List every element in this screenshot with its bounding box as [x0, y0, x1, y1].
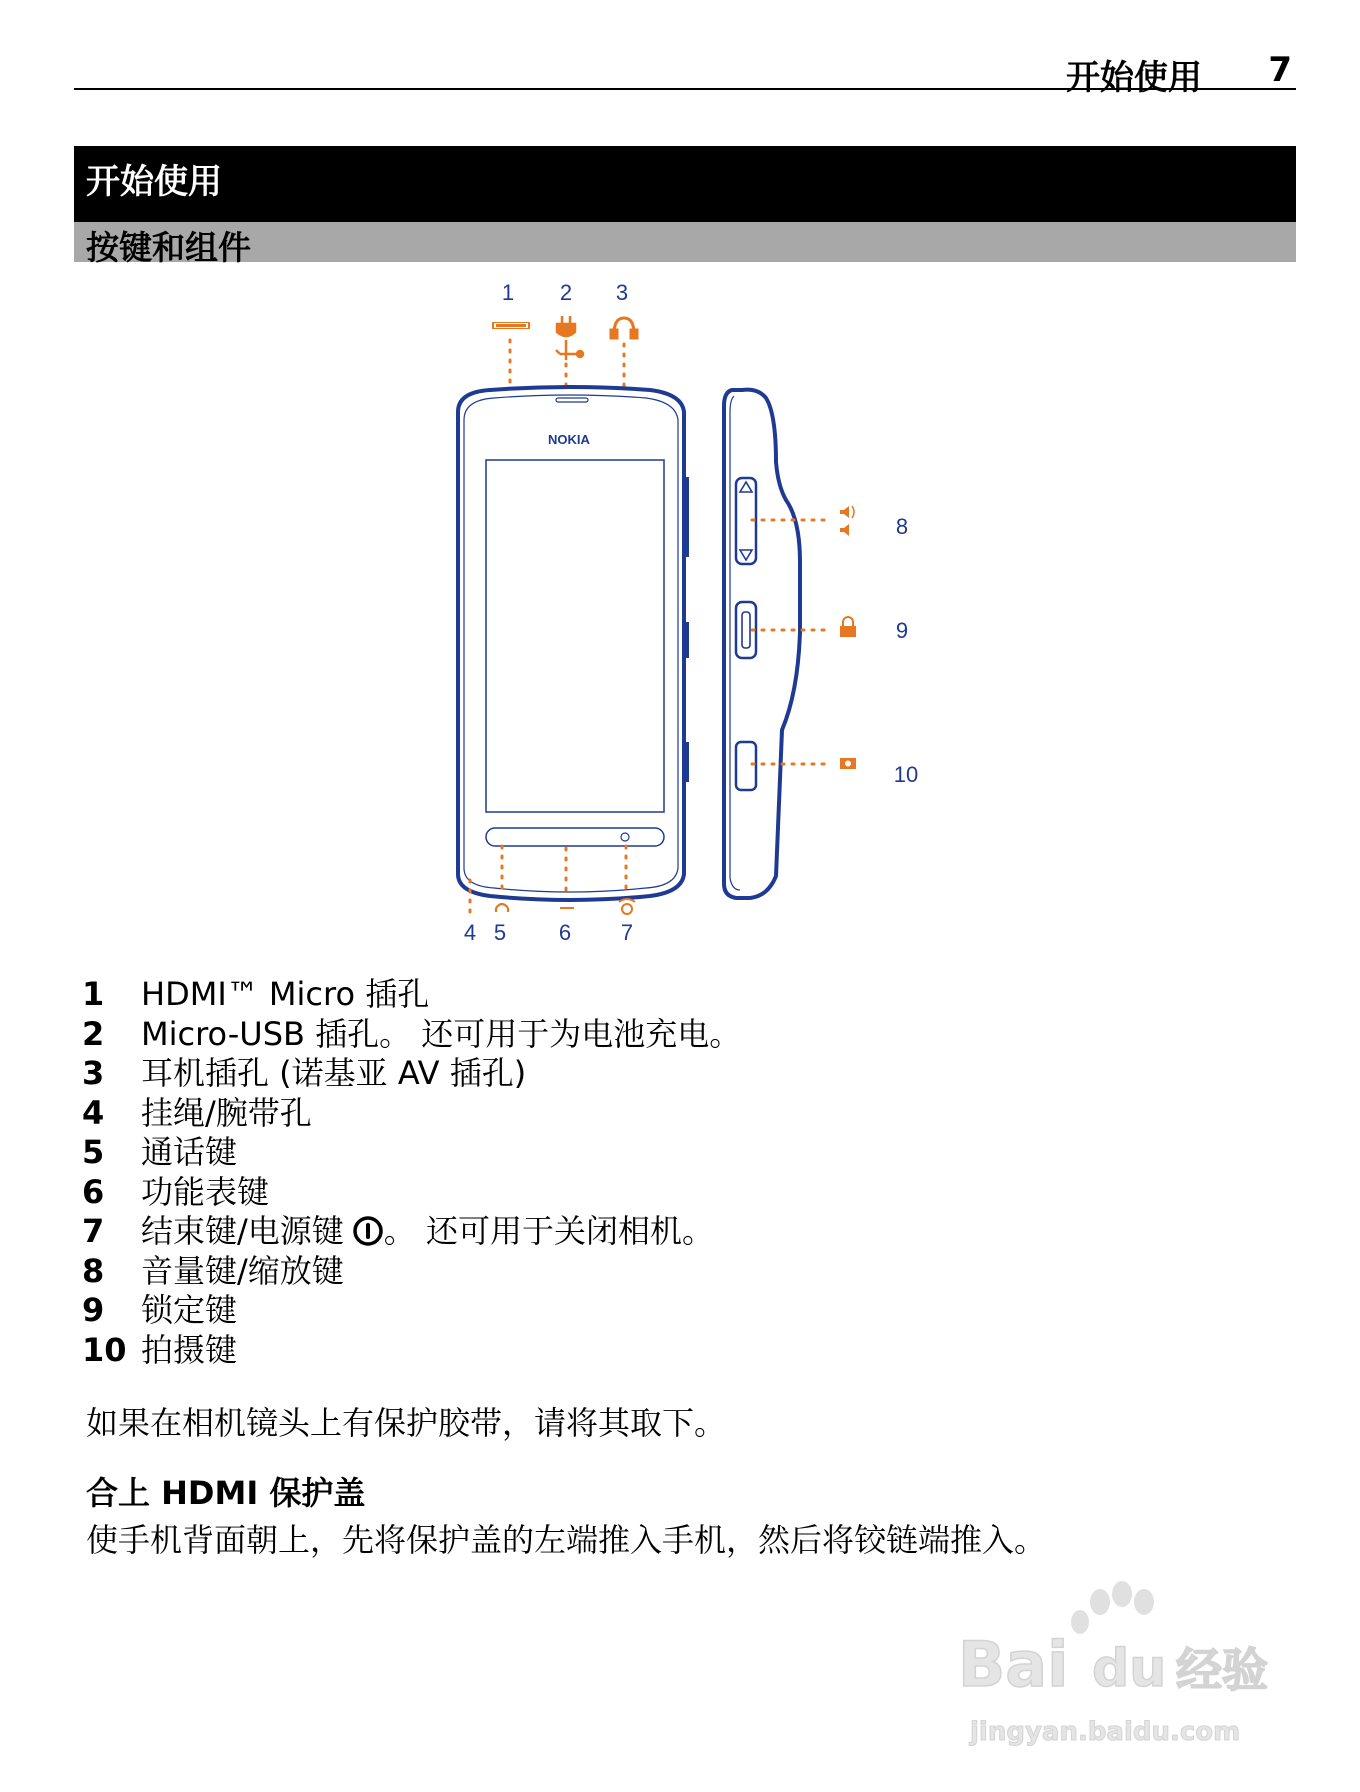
- callout-3: 3: [615, 280, 629, 305]
- callout-8: 8: [895, 514, 909, 539]
- legend-number: 9: [82, 1291, 105, 1329]
- hdmi-icon: [492, 322, 530, 329]
- legend-item: [82, 1331, 1182, 1371]
- legend-item: [82, 1173, 1182, 1213]
- hdmi-cover-heading: 合上 HDMI 保护盖: [86, 1474, 366, 1512]
- chapter-bar: [74, 146, 1296, 222]
- legend-item: [82, 1252, 1182, 1292]
- watermark-jingyan: 经验: [1176, 1643, 1268, 1697]
- volume-icon: [840, 506, 854, 536]
- legend-item: [82, 1094, 1182, 1134]
- phone-diagram: [420, 272, 960, 962]
- power-icon: [352, 1215, 384, 1247]
- legend-number: 2: [82, 1014, 105, 1053]
- legend-number: 3: [82, 1054, 105, 1092]
- legend-text: 拍摄键: [141, 1330, 238, 1369]
- legend-text: 通话键: [141, 1133, 238, 1171]
- legend-text: 结束键/电源键: [141, 1212, 344, 1250]
- legend-item: [82, 1291, 1182, 1331]
- legend-item: [82, 1133, 1182, 1173]
- watermark-bai: Bai: [958, 1628, 1069, 1701]
- legend-item: [82, 1212, 1182, 1252]
- legend-number: 6: [82, 1172, 105, 1211]
- chapter-title: 开始使用: [86, 162, 222, 202]
- tape-note: 如果在相机镜头上有保护胶带，请将其取下。: [86, 1404, 727, 1442]
- baidu-watermark: [950, 1568, 1280, 1758]
- section-bar: [74, 222, 1296, 267]
- legend-item: [82, 1054, 1182, 1094]
- legend-number: 1: [82, 975, 105, 1013]
- callout-5: 5: [493, 920, 507, 945]
- callout-1: 1: [501, 280, 515, 305]
- callout-7: 7: [620, 920, 634, 945]
- brand-logo: NOKIA: [548, 432, 590, 447]
- legend-number: 10: [82, 1330, 127, 1369]
- legend-number: 4: [82, 1093, 105, 1132]
- component-legend: [82, 975, 1182, 1370]
- running-title: 开始使用: [1066, 58, 1202, 98]
- legend-text-suffix: 。 还可用于关闭相机。: [383, 1212, 714, 1250]
- headphones-icon: [611, 318, 637, 338]
- call-icon: [496, 904, 508, 912]
- legend-text: Micro-USB 插孔。 还可用于为电池充电。: [141, 1014, 742, 1053]
- phone-front: [458, 387, 689, 900]
- watermark-du: du: [1092, 1639, 1167, 1699]
- page-number: 7: [1268, 50, 1292, 90]
- legend-item: [82, 1015, 1182, 1055]
- legend-text: 功能表键: [141, 1172, 270, 1211]
- camera-icon: [840, 758, 856, 769]
- phone-side: [724, 390, 800, 898]
- hdmi-cover-instruction: 使手机背面朝上，先将保护盖的左端推入手机，然后将铰链端推入。: [86, 1521, 1047, 1559]
- legend-text: 挂绳/腕带孔: [141, 1093, 312, 1132]
- legend-text: 耳机插孔 (诺基亚 AV 插孔): [141, 1054, 527, 1092]
- legend-number: 8: [82, 1251, 105, 1290]
- legend-item: [82, 975, 1182, 1015]
- legend-text: 锁定键: [141, 1291, 238, 1329]
- legend-text: 音量键/缩放键: [141, 1251, 344, 1290]
- charger-usb-icon: [556, 316, 583, 360]
- callout-10: 10: [893, 762, 919, 787]
- legend-number: 5: [82, 1133, 105, 1171]
- power-icon: [619, 899, 635, 914]
- lock-icon: [840, 617, 856, 637]
- paw-icon: [1071, 1581, 1154, 1634]
- legend-text: HDMI™ Micro 插孔: [141, 975, 430, 1013]
- callout-6: 6: [558, 920, 572, 945]
- watermark-url: jingyan.baidu.com: [970, 1717, 1241, 1747]
- callout-4: 4: [463, 920, 477, 945]
- legend-number: 7: [82, 1212, 105, 1250]
- section-title: 按键和组件: [86, 228, 251, 267]
- callout-2: 2: [559, 280, 573, 305]
- running-header: [74, 44, 1296, 98]
- callout-9: 9: [895, 618, 909, 643]
- legend-text-wrap: [141, 1212, 714, 1252]
